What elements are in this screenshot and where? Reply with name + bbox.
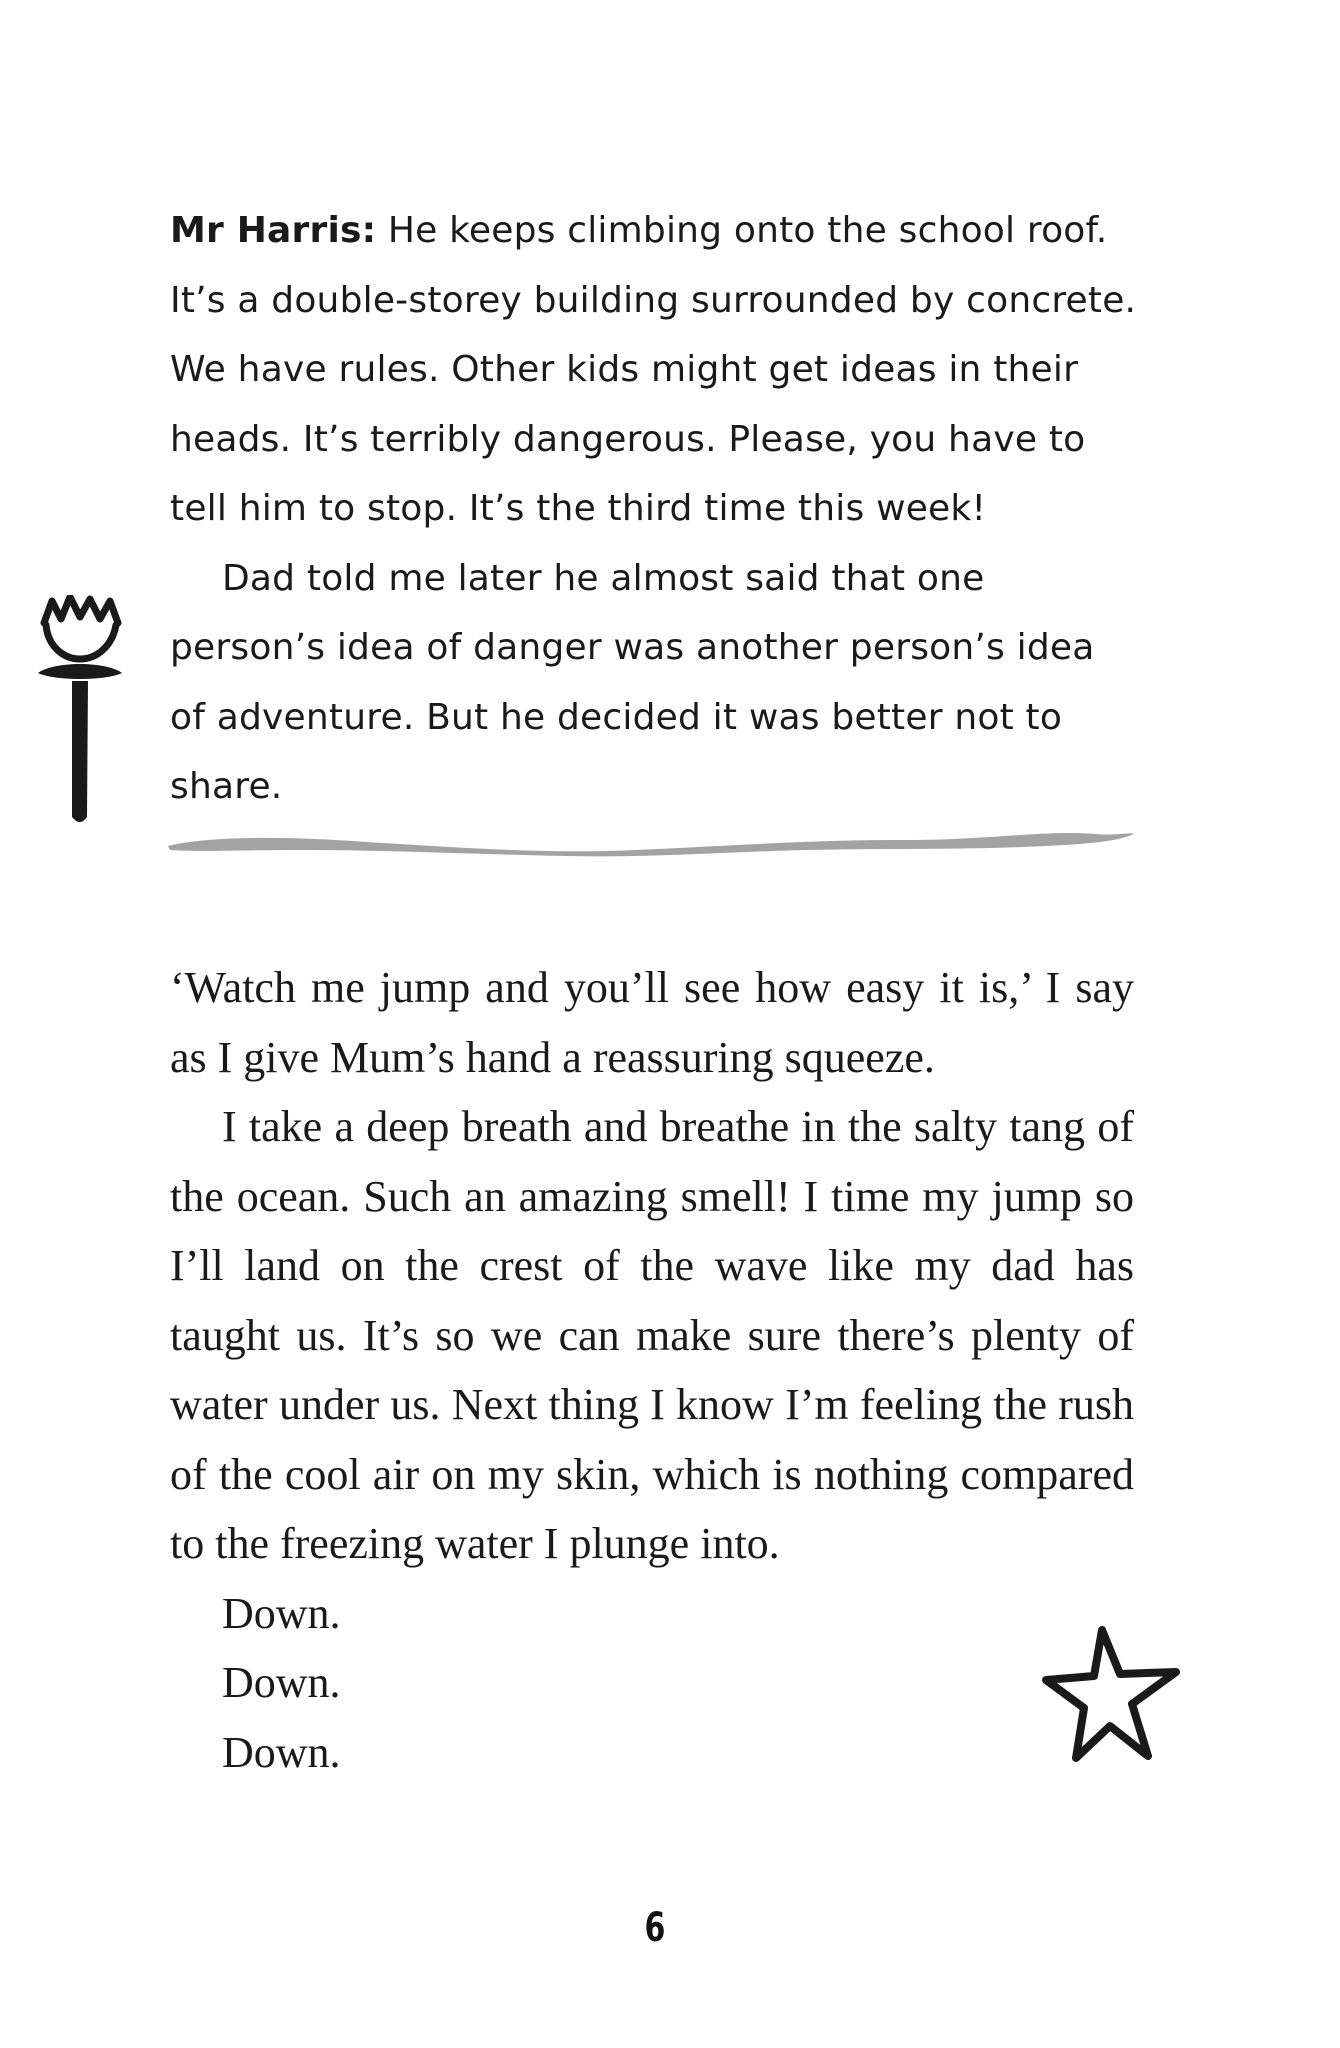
torch-icon — [34, 595, 126, 827]
down-line: Down. — [222, 1658, 341, 1707]
star-icon — [1036, 1622, 1186, 1772]
down-line: Down. — [222, 1588, 341, 1638]
story-paragraph: I take a deep breath and breathe in the salty tang of the ocean. Such an amazing smell! I time my jump so I’ll land on the crest of the wave like my dad has taught us. It’s so we can make sure there’s plenty of water under us. Next thing I know I’m feeling the rush of the cool air on my skin, which is nothing compared to the freezing water I plunge into. — [170, 1102, 1134, 1568]
down-line: Down. — [222, 1727, 341, 1777]
dialogue-paragraph — [170, 196, 1140, 544]
dialogue-section — [170, 196, 1140, 822]
speaker-name: Mr Harris: — [170, 210, 377, 251]
brush-stroke-divider — [166, 820, 1136, 860]
story-section — [170, 953, 1134, 1787]
page-number: 6 — [644, 1905, 666, 1951]
speaker-text: He keeps climbing onto the school roof. It’s a double-storey building surrounded by concrete. We have rules. Other kids might get ideas in their heads. It’s terribly dangerous. Please, you have to tell him to stop. It’s the third time this week! — [170, 210, 1137, 529]
followup-paragraph: Dad told me later he almost said that one person’s idea of danger was another person’s idea of adventure. But he decided it was better not to share. — [170, 557, 1095, 807]
story-paragraph: ‘Watch me jump and you’ll see how easy it is,’ I say as I give Mum’s hand a reassuring squeeze. — [170, 963, 1134, 1082]
